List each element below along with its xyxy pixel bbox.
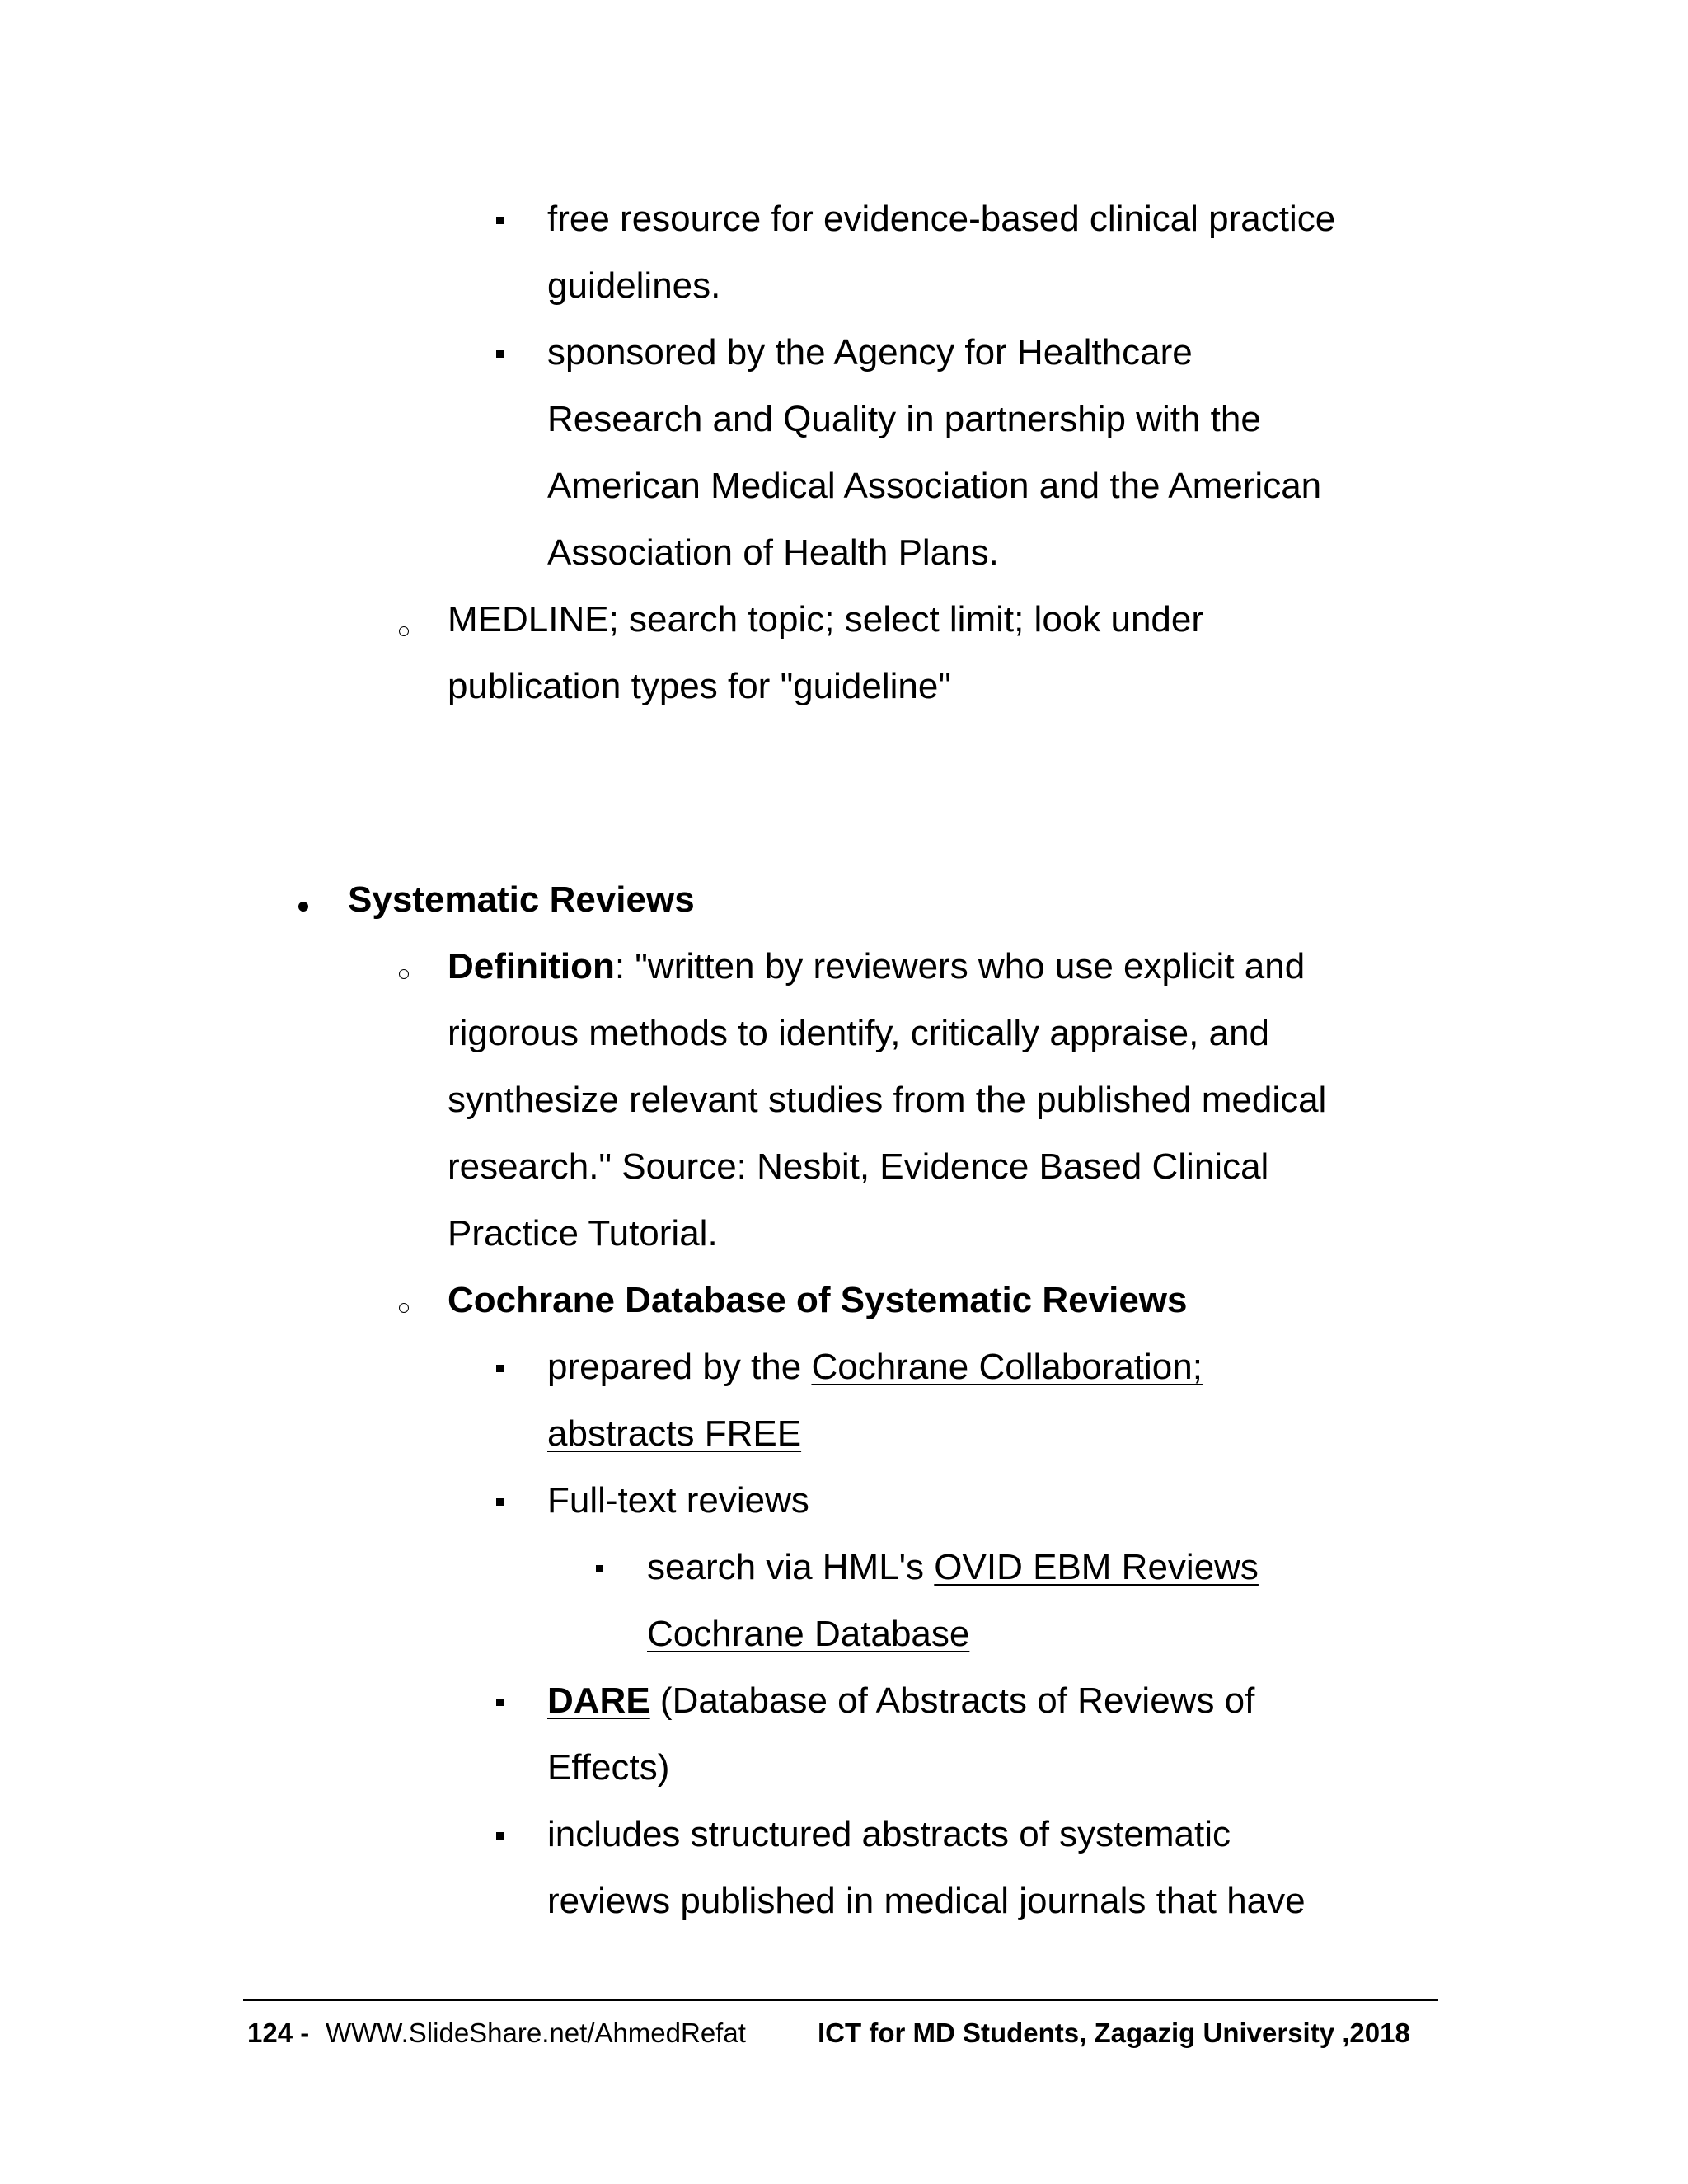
cochrane-heading: Cochrane Database of Systematic Reviews xyxy=(448,1280,1188,1320)
footer-course: ICT for MD Students, Zagazig University ,2018 xyxy=(818,2018,1410,2048)
bullet-text-line: Full-text reviews xyxy=(547,1480,809,1521)
square-bullet-icon xyxy=(496,350,504,358)
definition-text: : "written by reviewers who use explicit and xyxy=(614,946,1306,987)
abstracts-free-link[interactable]: abstracts FREE xyxy=(547,1413,802,1454)
bullet-text-line: Research and Quality in partnership with the xyxy=(547,399,1261,439)
bullet-text-line xyxy=(547,1680,1254,1722)
bullet-text-line: sponsored by the Agency for Healthcare xyxy=(547,332,1193,373)
dare-link[interactable]: DARE xyxy=(547,1680,650,1721)
circle-bullet-icon xyxy=(399,626,409,636)
square-bullet-icon xyxy=(496,1498,504,1506)
search-prefix: search via HML's xyxy=(647,1547,935,1587)
footer-divider xyxy=(243,1999,1438,2001)
bullet-text-line xyxy=(647,1613,969,1656)
definition-line: synthesize relevant studies from the published medical xyxy=(448,1080,1327,1120)
square-bullet-icon xyxy=(496,217,504,224)
bullet-text-line: MEDLINE; search topic; select limit; look under xyxy=(448,599,1204,640)
square-bullet-icon xyxy=(596,1565,603,1572)
dare-description: (Database of Abstracts of Reviews of xyxy=(649,1680,1255,1721)
definition-line: Practice Tutorial. xyxy=(448,1213,718,1254)
definition-label: Definition xyxy=(448,946,615,987)
bullet-text-line: publication types for "guideline" xyxy=(448,666,951,706)
bullet-text-line xyxy=(547,1346,1203,1389)
bullet-text-line: American Medical Association and the American xyxy=(547,466,1322,506)
cochrane-collaboration-link[interactable]: Cochrane Collaboration; xyxy=(811,1347,1203,1387)
square-bullet-icon xyxy=(496,1365,504,1372)
bullet-text-line: free resource for evidence-based clinical practice xyxy=(547,199,1336,239)
definition-line xyxy=(448,945,1305,988)
definition-line: research." Source: Nesbit, Evidence Based Clinical xyxy=(448,1146,1269,1187)
section-heading: Systematic Reviews xyxy=(348,879,695,920)
bullet-text-line xyxy=(647,1546,1259,1589)
disc-bullet-icon xyxy=(298,902,308,912)
square-bullet-icon xyxy=(496,1699,504,1706)
definition-line: rigorous methods to identify, critically appraise, and xyxy=(448,1013,1270,1053)
ovid-ebm-reviews-link[interactable]: OVID EBM Reviews xyxy=(934,1547,1259,1587)
cochrane-database-link[interactable]: Cochrane Database xyxy=(647,1614,970,1654)
footer-site: WWW.SlideShare.net/AhmedRefat xyxy=(326,2018,746,2048)
square-bullet-icon xyxy=(496,1832,504,1840)
bullet-text-line: guidelines. xyxy=(547,265,721,306)
bullet-text-line: Association of Health Plans. xyxy=(547,532,999,573)
bullet-text-line: includes structured abstracts of systematic xyxy=(547,1814,1231,1854)
bullet-text-line xyxy=(547,1413,801,1455)
circle-bullet-icon xyxy=(399,1303,409,1313)
bullet-text-line: Effects) xyxy=(547,1747,670,1788)
page-number: 124 - xyxy=(247,2018,310,2048)
bullet-text-line: reviews published in medical journals that have xyxy=(547,1881,1306,1921)
circle-bullet-icon xyxy=(399,969,409,979)
prepared-prefix: prepared by the xyxy=(547,1347,812,1387)
